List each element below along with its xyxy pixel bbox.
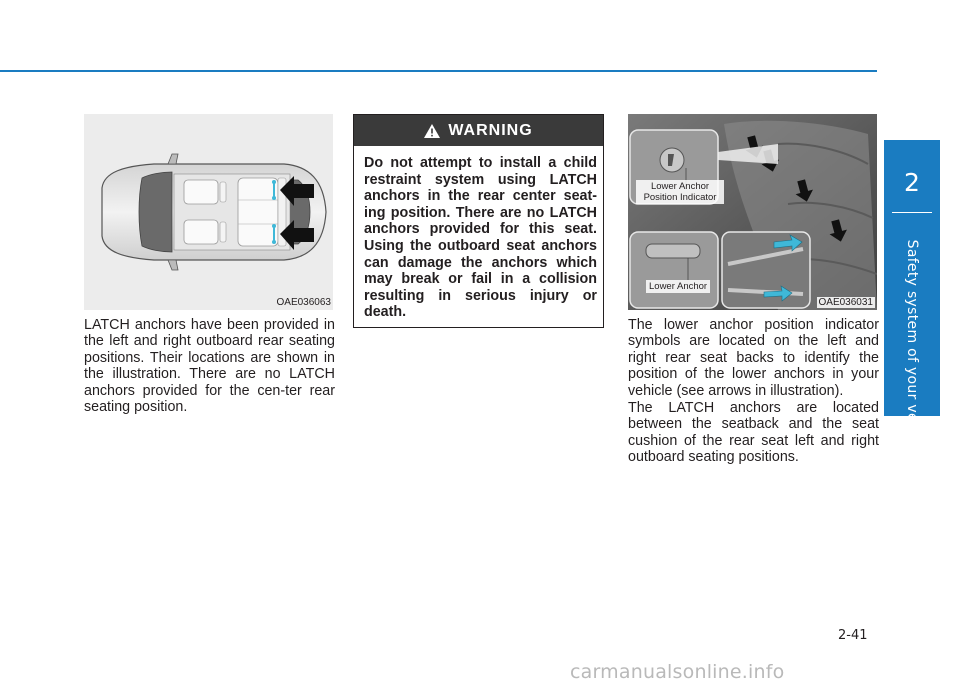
car-top-view-figure: [84, 114, 333, 310]
warning-triangle-icon: [424, 124, 440, 138]
chapter-title: Safety system of your vehicle: [904, 239, 920, 457]
figure-code: OAE036063: [276, 297, 331, 308]
page-number: 2-41: [838, 628, 868, 643]
chapter-divider: [892, 212, 932, 213]
warning-title: WARNING: [448, 121, 533, 139]
latch-anchor-description: LATCH anchors have been provided in the left and right outboard rear seating positions. Their locations are shown in the illustration. There are no LATCH anchors provided for the cen-ter rear seating position.: [84, 317, 335, 416]
warning-header: [354, 115, 603, 146]
warning-box: [353, 114, 604, 328]
lower-anchor-callout: Lower Anchor: [646, 280, 710, 293]
indicator-description: The lower anchor position indicator symbols are located on the left and right rear seat backs to identify the position of the lower anchors in your vehicle (see arrows in illustration).: [628, 317, 879, 399]
chapter-tab: [884, 140, 940, 457]
lower-anchor-indicator-callout: Lower Anchor Position Indicator: [636, 180, 724, 204]
warning-text: Do not attempt to install a child restraint system using LATCH anchors in the rear center seat-ing position. There are no LATCH anchors provided for this seat. Using the outboard seat anchors can damage the anchors which may break or fail in a collision resulting in serious injury or death.: [364, 155, 597, 321]
anchor-location-description: The LATCH anchors are located between the seatback and the seat cushion of the rear seat left and right outboard seating positions.: [628, 400, 879, 466]
car-top-view-illustration: [84, 114, 333, 310]
figure-code: OAE036031: [818, 297, 873, 308]
watermark: carmanualsonline.info: [570, 661, 785, 683]
chapter-number: 2: [904, 168, 920, 197]
header-rule: [0, 70, 877, 72]
rear-seat-figure: [628, 114, 877, 310]
